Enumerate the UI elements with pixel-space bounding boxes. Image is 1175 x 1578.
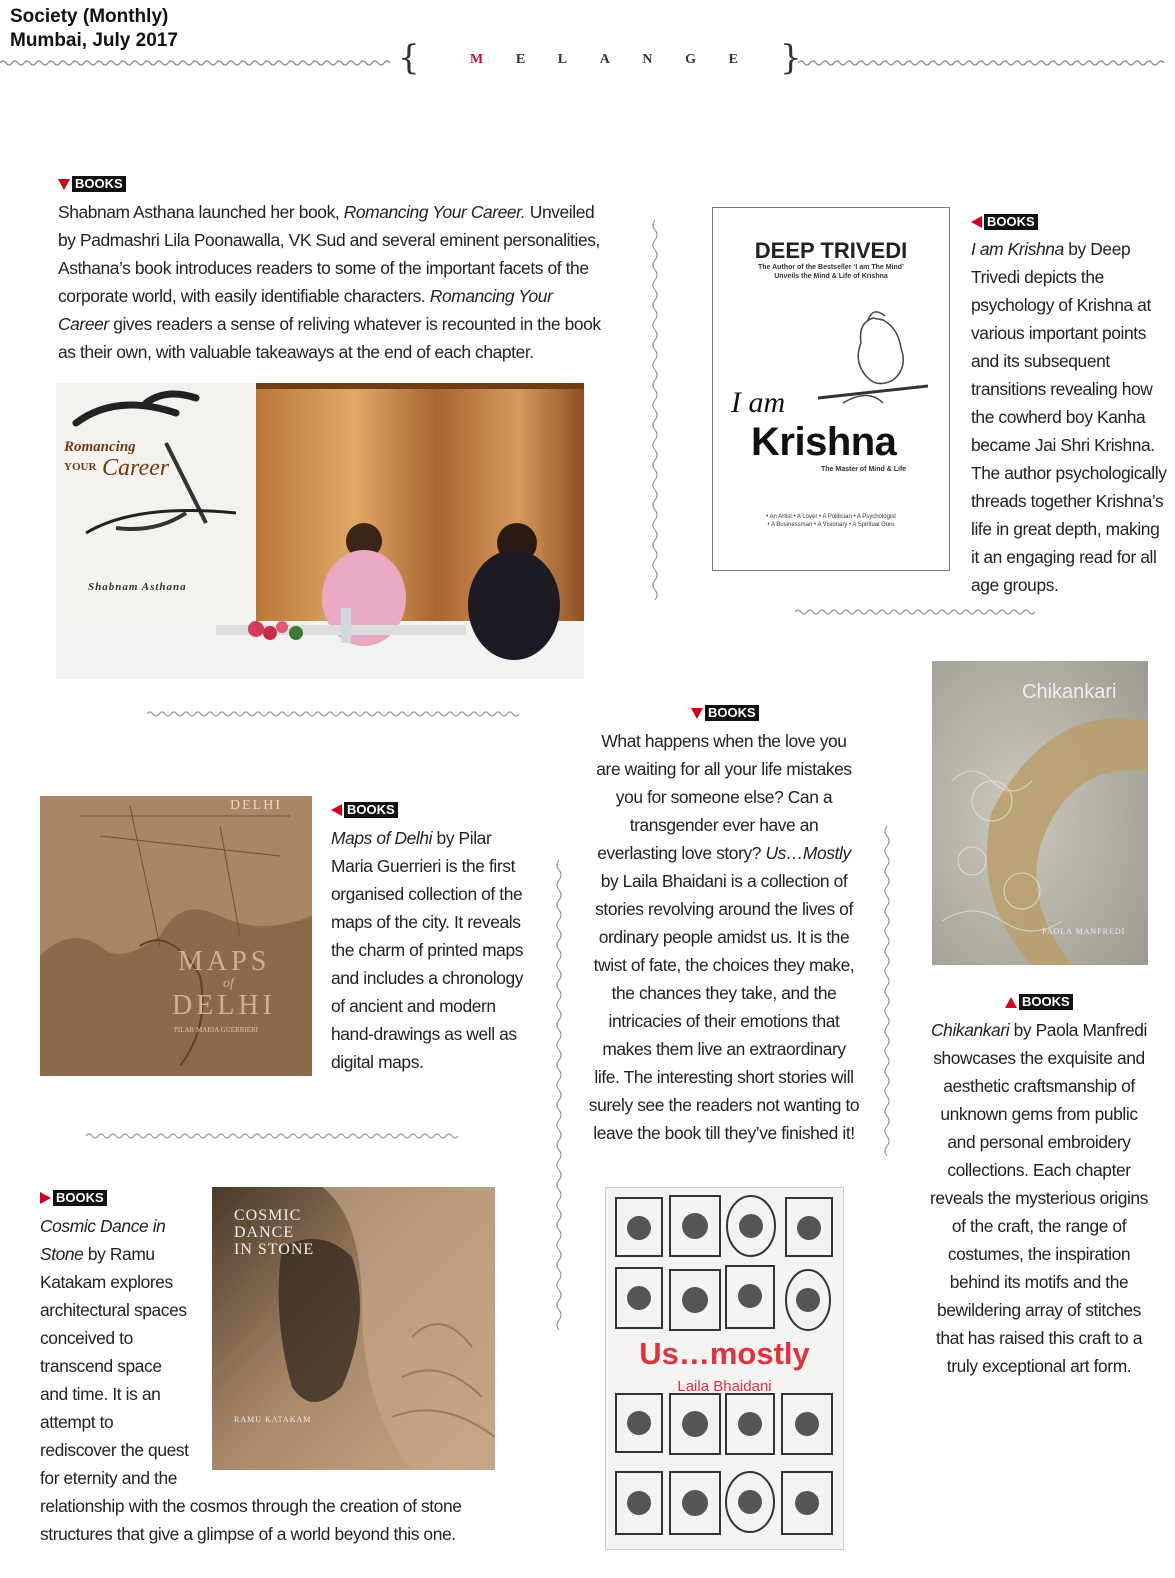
triangle-down-icon (691, 708, 703, 719)
cover-title: Chikankari (1022, 681, 1117, 703)
cover-title-of: of (223, 976, 234, 991)
cover-title-line-3: IN STONE (234, 1241, 315, 1258)
books-tag (1005, 994, 1073, 1010)
cover-title-small: I am (731, 386, 786, 419)
text-run: by Paola Manfredi showcases the exquisite and aesthetic craftsmanship of unknown gems from public and personal embroidery collections. Each chapter reveals the mysterious origins of the craft, the range of costumes, the inspiration behind its motifs and the bewildering array of stitches that has raised this craft to a truly exceptional art form. (929, 1020, 1149, 1376)
triangle-down-icon (58, 179, 70, 190)
book-title-i-am-krishna: I am Krishna (971, 239, 1064, 259)
books-tag (691, 705, 759, 721)
masthead-letter: M (470, 52, 486, 67)
cover-roles-1: • An Artist • A Lover • A Politician • A Psychologist (766, 514, 896, 520)
cover-title-delhi: DELHI (172, 990, 276, 1021)
text-run: Shabnam Asthana launched her book, (58, 202, 344, 222)
cover-top-title: DELHI (230, 798, 282, 813)
masthead-letter: L (557, 52, 570, 67)
cover-title-line-1: COSMIC (234, 1207, 302, 1224)
maps-of-delhi-cover (40, 796, 312, 1076)
article-chikankari (926, 1016, 1152, 1380)
article-maps-of-delhi (331, 824, 529, 1076)
book-title-romancing-your-career: Romancing Your Career (58, 286, 553, 334)
books-tag-label: BOOKS (705, 705, 759, 721)
header-wave-left (0, 56, 395, 70)
books-tag (971, 214, 1038, 230)
cover-author: RAMU KATAKAM (234, 1415, 312, 1424)
masthead-letter: E (728, 52, 740, 67)
book-title-maps-of-delhi: Maps of Delhi (331, 828, 433, 848)
cover-title-big: Krishna (751, 420, 897, 464)
cover-tagline: The Master of Mind & Life (821, 466, 907, 473)
text-run: gives readers a sense of reliving whatever is recounted in the book as their own, with valuable takeaways at the end of each chapter. (58, 314, 601, 362)
books-tag (40, 1190, 107, 1206)
cover-title-maps: MAPS (178, 946, 271, 977)
cover-title-line-2: DANCE (234, 1224, 295, 1241)
article-us-mostly (588, 727, 860, 1147)
triangle-left-icon (971, 216, 982, 228)
text-run: by Laila Bhaidani is a collection of stories revolving around the lives of ordinary people amidst us. It is the twist of fate, the choices they make, the chances they take, and the intricacies of their emotions that makes them live an extraordinary life. The interesting short stories will surely see the readers not wanting to leave the book till they’ve finished it! (588, 871, 860, 1143)
horizontal-wave-divider (795, 605, 1040, 619)
books-tag-label: BOOKS (984, 214, 1038, 230)
embroidery-art (932, 661, 1148, 965)
cover-author: PAOLA MANFREDI (1042, 927, 1126, 936)
books-tag-label: BOOKS (53, 1190, 107, 1206)
vertical-wave-divider (648, 220, 662, 600)
horizontal-wave-divider (147, 707, 522, 721)
triangle-up-icon (1005, 997, 1017, 1008)
chikankari-cover (932, 661, 1148, 965)
text-wrap-spacer (190, 1212, 510, 1484)
horizontal-wave-divider (86, 1129, 461, 1143)
cover-author: DEEP TRIVEDI (754, 238, 908, 263)
i-am-krishna-cover (712, 207, 950, 571)
photo-book-title-2: Career (102, 455, 170, 481)
krishna-sketch-icon (813, 308, 933, 418)
text-run: by Pilar Maria Guerrieri is the first organised collection of the maps of the city. It reveals the charm of printed maps and includes a chronology of ancient and modern hand-drawings as well as digital maps. (331, 828, 524, 1072)
article-cosmic-dance (40, 1212, 510, 1548)
book-title-cosmic-dance: Cosmic Dance in Stone (40, 1216, 166, 1264)
photo-author-name: Shabnam Asthana (88, 581, 187, 593)
publication-name: Society (Monthly) (10, 6, 169, 27)
book-launch-photo (56, 383, 584, 679)
masthead-open-brace: { (398, 38, 420, 78)
text-run: What happens when the love you are waiting for all your life mistakes you for someone else? Can a transgender ever have an everlasting love story? (596, 731, 852, 863)
books-tag (331, 802, 398, 818)
cover-title: Us…mostly (639, 1336, 810, 1371)
books-tag-label: BOOKS (344, 802, 398, 818)
text-run: Unveiled by Padmashri Lila Poonawalla, VK Sud and several eminent personalities, Asthana’s book introduces readers to some of the important facets of the corporate world, with easily identifiable characters. (58, 202, 600, 306)
us-mostly-cover (605, 1187, 844, 1550)
masthead-close-brace: } (780, 38, 802, 78)
masthead-letter: N (642, 52, 655, 67)
masthead-letter: E (515, 52, 528, 67)
header-wave-right (798, 56, 1170, 70)
publication-dateline: Mumbai, July 2017 (10, 30, 178, 51)
section-masthead (470, 52, 740, 68)
masthead-letter: A (599, 52, 612, 67)
photo-book-title-1: Romancing (64, 439, 136, 455)
photo-book-title-your: YOUR (64, 461, 97, 473)
cover-author: Laila Bhaidani (677, 1378, 772, 1395)
masthead-letter: G (685, 52, 699, 67)
cover-author: PILAR MARIA GUERRIERI (174, 1026, 259, 1034)
article-romancing-career (58, 198, 606, 366)
vertical-wave-divider (880, 826, 894, 1156)
book-title-us-mostly: Us…Mostly (765, 843, 851, 863)
books-tag-label: BOOKS (1019, 994, 1073, 1010)
article-i-am-krishna (971, 235, 1171, 599)
triangle-left-icon (331, 804, 342, 816)
book-title-romancing-your-career: Romancing Your Career. (343, 202, 526, 222)
cover-subtitle-1: The Author of the Bestseller ‘I am The Mind’ (758, 264, 904, 271)
triangle-right-icon (40, 1192, 51, 1204)
cover-subtitle-2: Unveils the Mind & Life of Krishna (774, 273, 888, 280)
books-tag-label: BOOKS (72, 176, 126, 192)
books-tag (58, 176, 126, 192)
text-run: by Deep Trivedi depicts the psychology of Krishna at various important points and its subsequent transitions revealing how the cowherd boy Kanha became Jai Shri Krishna. The author psychologically threads together Krishna’s life in great depth, making it an engaging read for all age groups. (971, 239, 1167, 595)
text-run: by Ramu Katakam explores architectural spaces conceived to transcend space and time. It is an attempt to rediscover the quest for eternity and the relationship with the cosmos through the creation of stone structures that give a glimpse of a world beyond this one. (40, 1244, 462, 1544)
publication-info (10, 5, 178, 53)
delhi-map-art (40, 796, 312, 1076)
book-launch-scene (56, 383, 584, 679)
book-title-chikankari: Chikankari (931, 1020, 1010, 1040)
cover-roles-2: • A Businessman • A Visionary • A Spiritual Guru (767, 522, 895, 528)
vertical-wave-divider (552, 860, 566, 1330)
